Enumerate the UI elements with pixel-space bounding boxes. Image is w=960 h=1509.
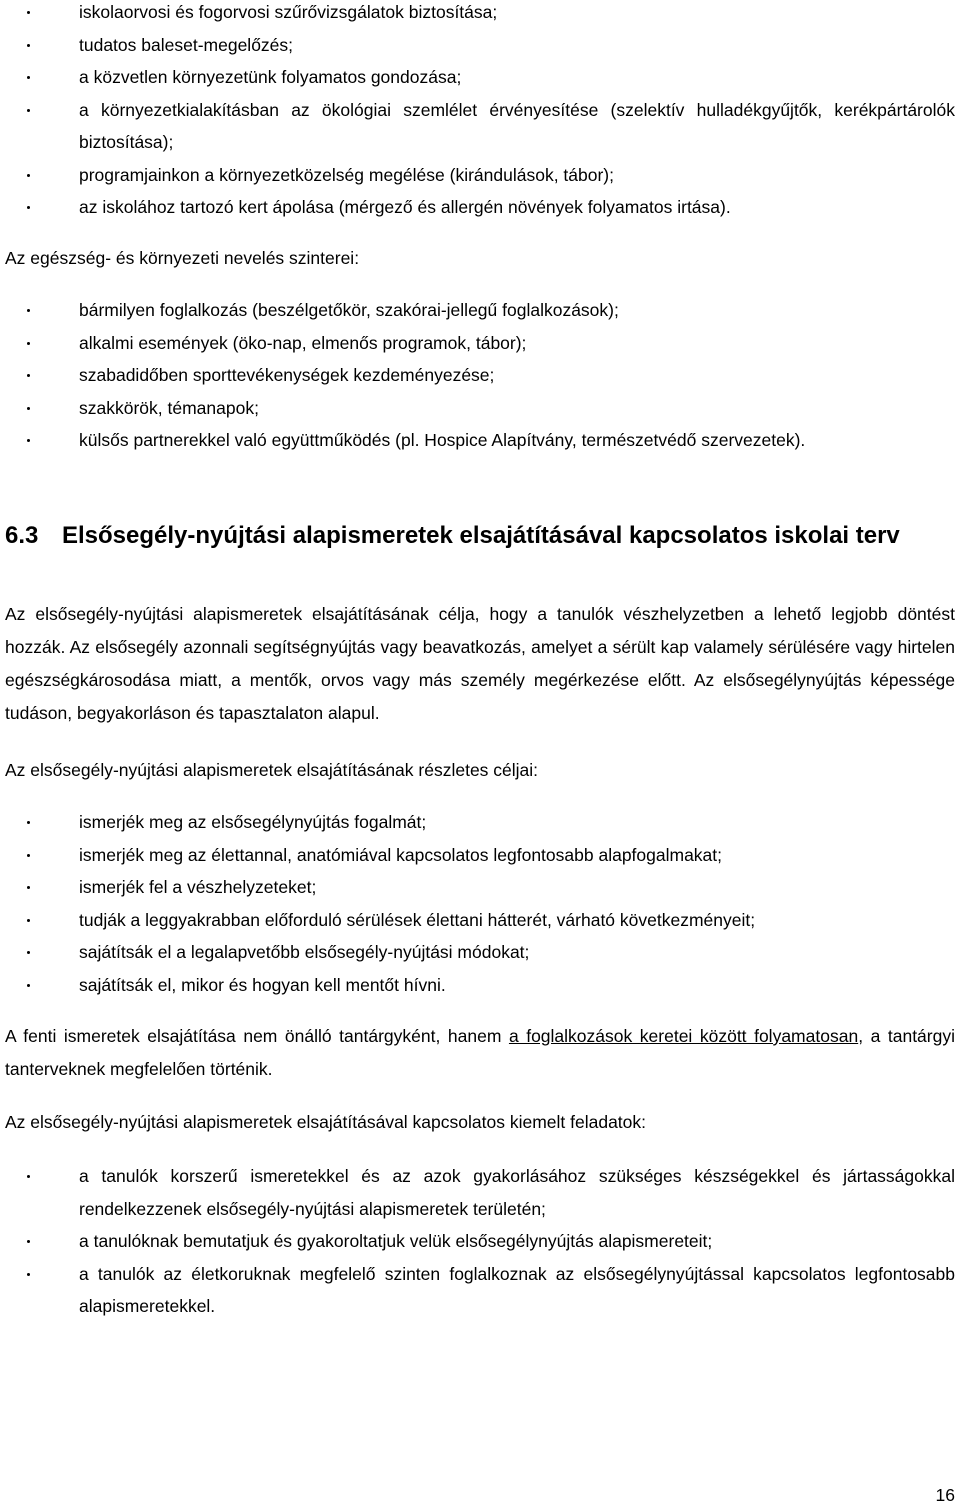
paragraph-text: A fenti ismeretek elsajátítása nem önálló tantárgyként, hanem xyxy=(5,1026,509,1046)
list-item-text: külsős partnerekkel való együttműködés (pl. Hospice Alapítvány, természetvédő szervezetek). xyxy=(79,430,806,450)
list-item-text: szabadidőben sporttevékenységek kezdeményezése; xyxy=(79,365,495,385)
paragraph xyxy=(5,1020,955,1086)
section-title-text: Elsősegély-nyújtási alapismeretek elsajátításával kapcsolatos iskolai terv xyxy=(62,522,900,549)
list-item xyxy=(5,294,955,327)
list-item xyxy=(5,191,955,224)
list-item xyxy=(5,424,955,457)
list-health-measures xyxy=(5,0,955,224)
section-heading xyxy=(5,518,955,554)
bullet-list xyxy=(5,0,955,224)
tasks-intro xyxy=(5,1106,955,1139)
list-education-levels xyxy=(5,294,955,457)
list-item-text: a közvetlen környezetünk folyamatos gondozása; xyxy=(79,67,462,87)
paragraph: Az elsősegély-nyújtási alapismeretek elsajátításának részletes céljai: xyxy=(5,760,539,780)
levels-intro xyxy=(5,242,955,275)
list-detailed-goals xyxy=(5,806,955,1001)
first-aid-goal-paragraph xyxy=(5,598,955,730)
section-title xyxy=(5,518,955,554)
integration-paragraph xyxy=(5,1020,955,1086)
list-item-text: a környezetkialakításban az ökológiai szemlélet érvényesítése (szelektív hulladékgyűjtők, kerékpártárolók biztosítása); xyxy=(79,99,955,152)
list-item xyxy=(5,806,955,839)
list-key-tasks xyxy=(5,1160,955,1323)
underlined-text: a foglalkozások keretei között folyamatosan xyxy=(508,1026,859,1046)
list-item xyxy=(5,904,955,937)
section-number: 6.3 xyxy=(5,522,39,549)
list-item-text: sajátítsák el a legalapvetőbb elsősegély-nyújtási módokat; xyxy=(79,942,530,962)
list-item-text: sajátítsák el, mikor és hogyan kell mentőt hívni. xyxy=(79,974,446,995)
list-item xyxy=(5,936,955,969)
list-item-text: alkalmi események (öko-nap, elmenős programok, tábor); xyxy=(79,332,527,353)
list-item xyxy=(5,29,955,62)
list-item xyxy=(5,61,955,94)
list-item xyxy=(5,94,955,159)
list-item xyxy=(5,0,955,29)
list-item xyxy=(5,327,955,360)
list-item-text: az iskolához tartozó kert ápolása (mérgező és allergén növények folyamatos irtása). xyxy=(79,197,731,217)
list-item-text: ismerjék meg az élettannal, anatómiával kapcsolatos legfontosabb alapfogalmakat; xyxy=(79,844,723,865)
list-item-text: a tanulóknak bemutatjuk és gyakoroltatjuk velük elsősegélynyújtás alapismereteit; xyxy=(79,1231,713,1251)
list-item-text: programjainkon a környezetközelség megélése (kirándulások, tábor); xyxy=(79,164,614,185)
list-item-text: tudatos baleset-megelőzés; xyxy=(79,34,294,55)
goals-intro xyxy=(5,754,955,787)
list-item-text: ismerjék meg az elsősegélynyújtás fogalmát; xyxy=(79,812,427,832)
list-item-text: bármilyen foglalkozás (beszélgetőkör, szakórai-jellegű foglalkozások); xyxy=(79,300,619,320)
list-item-text: tudják a leggyakrabban előforduló sérülések élettani hátterét, várható következményeit; xyxy=(79,909,756,930)
paragraph: Az elsősegély-nyújtási alapismeretek elsajátításának célja, hogy a tanulók vészhelyzetben a lehető legjobb döntést hozzák. Az elsősegély azonnali segítségnyújtás vagy beavatkozás, amelyet a sérült kap valamely sérülésére vagy hirtelen egészségkárosodása miatt, a mentők, orvos vagy más személy megérkezése előtt. Az elsősegélynyújtás képessége tudáson, begyakorláson és tapasztalaton alapul. xyxy=(5,604,955,723)
list-item xyxy=(5,359,955,392)
paragraph-text: , a tantárgyi tanterveknek megfelelően történik. xyxy=(5,1026,955,1079)
bullet-list xyxy=(5,294,955,457)
list-item xyxy=(5,871,955,904)
bullet-list xyxy=(5,1160,955,1323)
list-item-text: a tanulók korszerű ismeretekkel és az azok gyakorlásához szükséges készségekkel és jártasságokkal rendelkezzenek elsősegély-nyújtási alapismeretek területén; xyxy=(79,1166,955,1219)
list-item-text: a tanulók az életkoruknak megfelelő szinten foglalkoznak az elsősegélynyújtással kapcsolatos legfontosabb alapismeretekkel. xyxy=(79,1263,955,1316)
paragraph: Az elsősegély-nyújtási alapismeretek elsajátításával kapcsolatos kiemelt feladatok: xyxy=(5,1112,647,1132)
list-item xyxy=(5,839,955,872)
list-item xyxy=(5,392,955,425)
list-item xyxy=(5,1258,955,1323)
page-number: 16 xyxy=(935,1485,955,1505)
paragraph: Az egészség- és környezeti nevelés szinterei: xyxy=(5,248,360,268)
list-item-text: ismerjék fel a vészhelyzeteket; xyxy=(79,877,317,897)
list-item xyxy=(5,969,955,1002)
list-item-text: szakkörök, témanapok; xyxy=(79,397,259,418)
list-item xyxy=(5,1160,955,1225)
list-item xyxy=(5,1225,955,1258)
bullet-list xyxy=(5,806,955,1001)
list-item-text: iskolaorvosi és fogorvosi szűrővizsgálatok biztosítása; xyxy=(79,2,498,22)
list-item xyxy=(5,159,955,192)
